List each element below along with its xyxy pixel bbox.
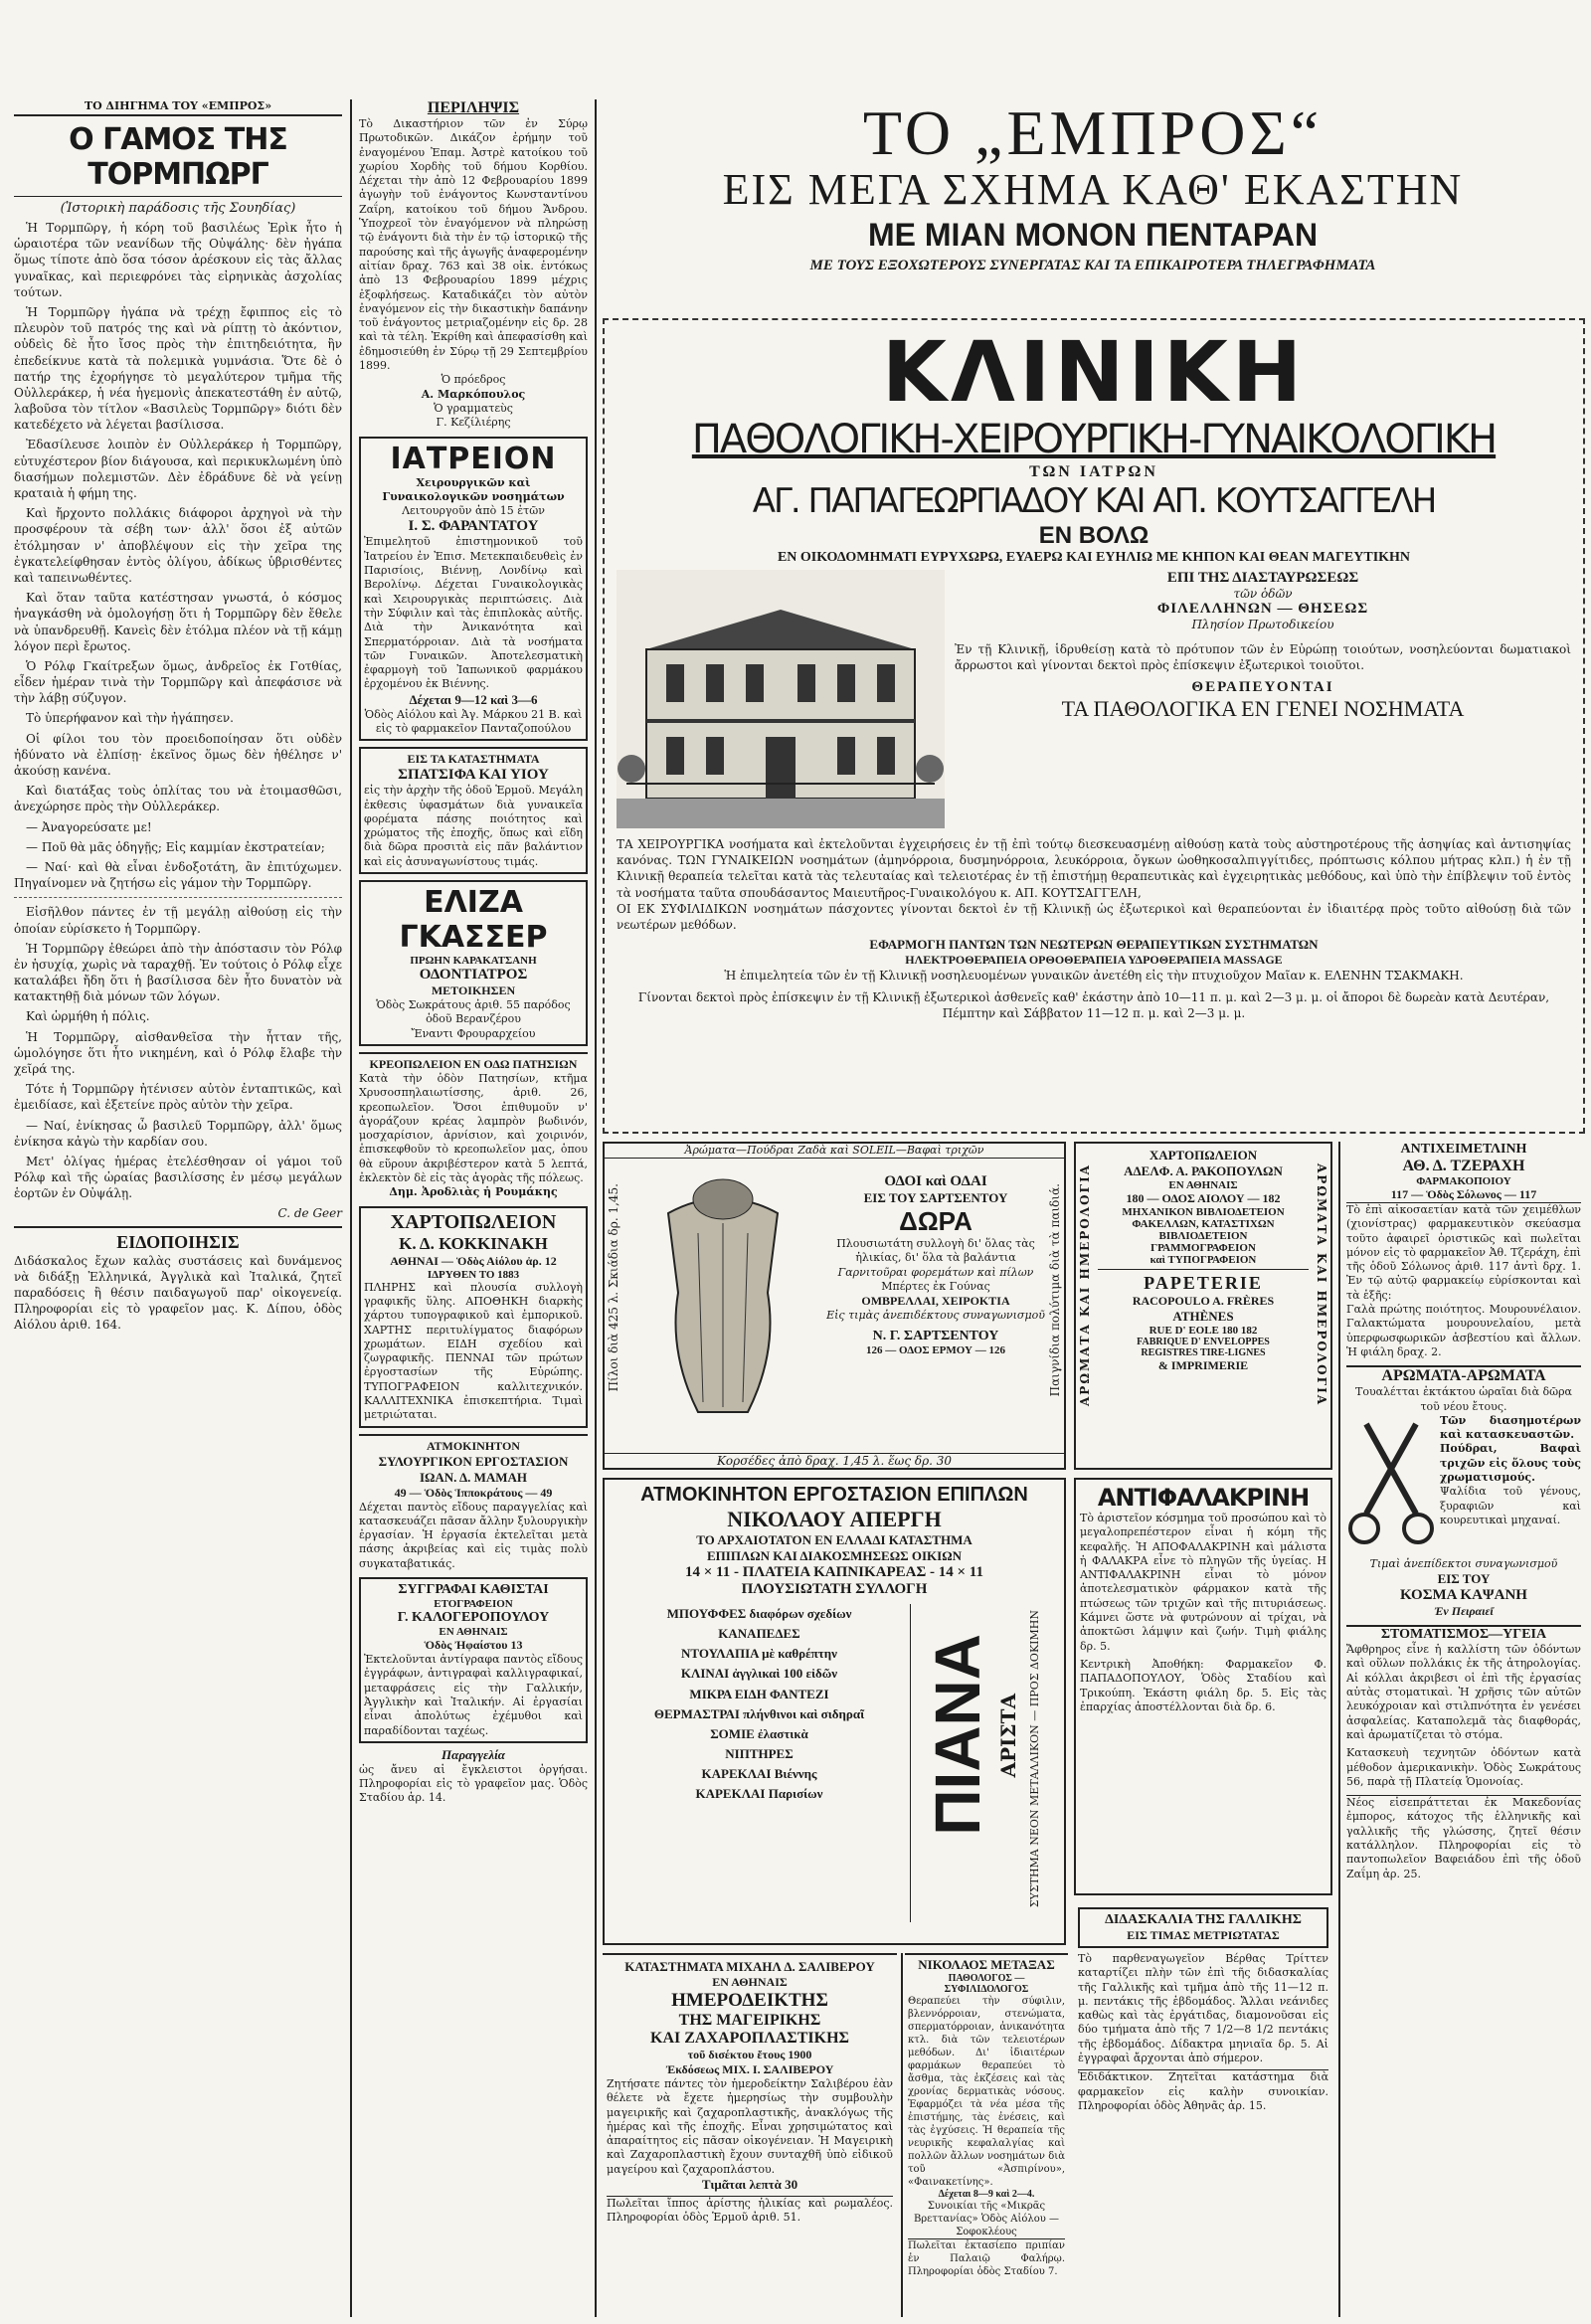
kliniki-nurse: Ἡ ἐπιμελητεία τῶν ἐν τῇ Κλινικῇ νοσηλευομένων γυναικῶν ἀνετέθη εἰς τὴν πτυχιοῦχον Μαῖαν κ. ΕΛΕΝΗΝ ΤΣΑΚΜΑΚΗ. [724, 969, 1464, 983]
kalogeropoulos-address: Ὁδὸς Ἠφαίστου 13 [424, 1638, 523, 1653]
aromata-l8: Ἐν Πειραιεῖ [1434, 1604, 1494, 1619]
kreopoleion-title: ΚΡΕΟΠΩΛΕΙΟΝ ΕΝ ΟΔΩ ΠΑΤΗΣΙΩΝ [369, 1056, 578, 1071]
kokkinaki-founded: ΙΔΡΥΘΕΝ ΤΟ 1883 [427, 1268, 520, 1281]
apergis-piano-side: ΣΥΣΤΗΜΑ ΝΕΟΝ ΜΕΤΑΛΛΙΚΟΝ — ΠΡΟΣ ΔΟΚΙΜΗΝ [1028, 1610, 1041, 1908]
story-paragraph: Καὶ ὡρμήθη ἡ πόλις. [26, 1009, 150, 1024]
rakopoulos-l5: καὶ ΤΥΠΟΓΡΑΦΕΙΟΝ [1149, 1254, 1257, 1266]
apergis-item: ΝΤΟΥΛΑΠΙΑ μὲ καθρέπτην [681, 1646, 837, 1662]
french-bottom: Ἐδιδάκτικον. Ζητεῖται κατάστημα διὰ φαρμακεῖον εἰς καλὴν συνοικίαν. Πληροφορίαι ὁδὸς Ἀθηνᾶς ἀρ. 15. [1078, 2070, 1328, 2112]
metaxas-hours: Δέχεται 8—9 καὶ 2—4. [938, 2189, 1035, 2200]
eliza-sub1: ΠΡΩΗΝ ΚΑΡΑΚΑΤΣΑΝΗ [410, 955, 537, 968]
sartsentos-address: 126 — ΟΔΟΣ ΕΡΜΟΥ — 126 [866, 1344, 1005, 1357]
sartsentos-text: Πλουσιωτάτη συλλογὴ δι' ὅλας τὰς ἡλικίας, δι' ὅλα τὰ βαλάντια [836, 1237, 1035, 1265]
tzerahi-items: Γαλὰ πρώτης ποιότητος. Μουρουνέλαιον. Γαλακτώματα μουρουνελαίου, μετὰ ὑπερφωσφωρικῶν ἀσβεστίου καὶ ἄλλων. Ἡ φιάλη δραχ. 2. [1346, 1303, 1581, 1358]
mamai-title: ΣΥΛΟΥΡΓΙΚΟΝ ΕΡΓΟΣΤΑΣΙΟΝ [378, 1453, 569, 1469]
kliniki-therap: ΘΕΡΑΠΕΥΟΝΤΑΙ [1191, 679, 1334, 696]
sartsentos-l3: ΔΩΡΑ [899, 1206, 972, 1236]
sartsentos-top: Ἀρώματα—Πούδραι Ζαδὰ καὶ SOLEIL—Βαφαὶ τριχῶν [605, 1144, 1064, 1159]
story-signature: C. de Geer [277, 1205, 342, 1220]
saliveros-l6: τοῦ δισέκτου ἔτους 1900 [687, 2048, 812, 2061]
aromata-l4: Ψαλίδια τοῦ γένους, ξυραφιῶν καὶ κουρευτικαὶ μηχαναί. [1440, 1485, 1581, 1526]
rakopoulos-title: ΧΑΡΤΟΠΩΛΕΙΟΝ [1149, 1148, 1258, 1162]
story-paragraph: Εἰσῆλθον πάντες ἐν τῇ μεγάλῃ αἰθούσῃ εἰς τὴν ὁποίαν εὑρίσκετο ἡ Τορμπῶργ. [14, 905, 342, 936]
kliniki-building: ΕΝ ΟΙΚΟΔΟΜΗΜΑΤΙ ΕΥΡΥΧΩΡΩ, ΕΥΑΕΡΩ ΚΑΙ ΕΥΗΛΙΩ ΜΕ ΚΗΠΟΝ ΚΑΙ ΘΕΑΝ ΜΑΓΕΥΤΙΚΗΝ [777, 549, 1411, 565]
apergis-item: ΝΙΠΤΗΡΕΣ [725, 1745, 794, 1761]
story-paragraph: Ὁ Ρόλφ Γκαίτρεξων ὅμως, ἀνδρεῖος ἐκ Γοτθίας, εἶδεν ἡμέραν τινὰ τὴν Τορμπῶργ καὶ ἀπεφάσισε νὰ τὴν λάβῃ σύζυγον. [14, 658, 342, 706]
rakopoulos-l8: ATHÈNES [1172, 1309, 1234, 1324]
kliniki-city: ΕΝ ΒΟΛΩ [1038, 521, 1149, 549]
eliza-address: Ὁδὸς Σωκράτους ἀριθ. 55 παρόδος ὁδοῦ Βερανζέρου [376, 998, 571, 1026]
rakopoulos-l9: RUE D' EOLE 180 182 [1149, 1325, 1258, 1337]
iatreion-ad [359, 437, 588, 742]
kliniki-syphilis: ΟΙ ΕΚ ΣΥΦΙΛΙΔΙΚΩΝ νοσημάτων πάσχοντες γίνονται δεκτοὶ ἐν τῇ Κλινικῇ ὡς ἐξωτερικοὶ καὶ θεραπεύονται ἐν ἰδιαιτέρᾳ πρὸς τοῦτο αἰθούσῃ διὰ τῶν νεωτέρων μεθόδων. [617, 901, 1571, 932]
rakopoulos-l12: & IMPRIMERIE [1157, 1358, 1249, 1372]
kalogeropoulos-name: Γ. ΚΑΛΟΓΕΡΟΠΟΥΛΟΥ [397, 1610, 550, 1626]
story-paragraph: Ἡ Τορμπῶργ, ἡ κόρη τοῦ βασιλέως Ἐρὶκ ἦτο ἡ ὡραιοτέρα τῶν νεανίδων τῆς Οὐψάλης· δὲν ἠγάπα ὅμως τίποτε ἀπὸ ὅσα τόσον ἀρέσκουν εἰς τὰς ἄλλας γυναῖκας, καὶ περιεφρόνει τὰς εἰρηνικὰς ἀσχολίας τούτων. [14, 221, 342, 299]
paroxysm-ad [359, 1747, 588, 1806]
column-2 [354, 99, 593, 2317]
apergis-item: ΚΛΙΝΑΙ ἀγγλικαὶ 100 εἰδῶν [680, 1666, 838, 1682]
story-subtitle: (Ἱστορικὴ παράδοσις τῆς Σουηδίας) [60, 201, 296, 216]
antiphalakrini-address: Κεντρικὴ Ἀποθήκη: Φαρμακεῖον Φ. ΠΑΠΑΔΟΠΟΥΛΟΥ, Ὁδὸς Σταδίου καὶ Τρικούπη. Ἐκάστη φιάλη δρ. 5. Εἰς τὰς ἐπαρχίας ἀποστέλλονται διὰ δρ. 6. [1080, 1657, 1326, 1713]
kokkinaki-ad [359, 1206, 588, 1428]
periliphis-signatures: Ὁ πρόεδρος Α. Μαρκόπουλος Ὁ γραμματεὺς Γ. Κεζίλιέρης [421, 373, 526, 430]
paroxysm-text: ὡς ἄνευ αἱ ἔγκλειστοι ὀργήσαι. Πληροφορίαι εἰς τὸ γραφεῖον μας. Ὁδὸς Σταδίου ἀρ. 14. [359, 1762, 588, 1805]
kliniki-ton-odon: τῶν ὁδῶν [1233, 586, 1293, 601]
kliniki-desc1: Ἐν τῇ Κλινικῇ, ἱδρυθείσῃ κατὰ τὸ πρότυπον τῶν ἐν Εὐρώπῃ τοιούτων, νοσηλεύονται δωματιακοὶ ἄρρωστοι καὶ γίνονται δεκτοὶ πρὸς ἐπίσκεψιν ἐξωτερικοὶ τοιοῦτοι. [955, 641, 1571, 673]
apergis-item: ΚΑΡΕΚΛΑΙ Παρισίων [695, 1786, 823, 1802]
corset-illustration [628, 1173, 817, 1432]
rakopoulos-l10: FABRIQUE D' ENVELOPPES [1137, 1337, 1270, 1347]
story-paragraph: Ἡ Τορμπῶργ ἠγάπα νὰ τρέχῃ ἔφιππος εἰς τὸ πλευρὸν τοῦ πατρός της καὶ νὰ ρίπτῃ τὸ ἀκόντιον, οὐδεὶς δὲ ἦτο ἴσος πρὸς τὴν ἐπιτηδειότητα, ἣν ἐπεδείκνυε κατὰ τὰ πολεμικὰ γυμνάσια. Ὅτε δὲ ὁ πατήρ της ἐχορήγησε τὸ μεγαλύτερον τμῆμα τῆς Οὐλλεράκερ, ἡ νέα ἡγεμονὶς ἀπεκατεστάθη ἐν αὐτῷ, λαβοῦσα τὸν τίτλον «Βασιλεὺς Τορμπῶργ» διότι δὲν κατεδέχετο νὰ λέγεται βασίλισσα. [14, 304, 342, 433]
apergis-item: ΘΕΡΜΑΣΤΡΑΙ πλήνθινοι καὶ σιδηραῖ [653, 1705, 865, 1721]
kalogeropoulos-ad [359, 1577, 588, 1743]
kokkinaki-address: ΑΘΗΝΑΙ — Ὁδὸς Αἰόλου ἀρ. 12 [390, 1253, 557, 1268]
metaxas-name: ΝΙΚΟΛΑΟΣ ΜΕΤΑΞΑΣ [918, 1957, 1055, 1972]
metaxas-ad [905, 1953, 1068, 2317]
iatreion-hours: Λειτουργοῦν ἀπὸ 15 ἐτῶν [402, 504, 545, 518]
rakopoulos-ad [1074, 1142, 1332, 1470]
saliveros-price: Τιμᾶται λεπτὰ 30 [701, 2177, 798, 2193]
french-ad [1074, 1903, 1332, 2317]
apergis-name: ΝΙΚΟΛΑΟΥ ΑΠΕΡΓΗ [727, 1507, 942, 1531]
eliza-address-2: Ἔναντι Φρουραρχείου [411, 1026, 536, 1040]
kliniki-building-illustration [617, 570, 945, 832]
kliniki-subtitle: ΠΑΘΟΛΟΓΙΚΗ-ΧΕΙΡΟΥΡΓΙΚΗ-ΓΥΝΑΙΚΟΛΟΓΙΚΗ [691, 417, 1497, 463]
apergis-item: ΜΙΚΡΑ ΕΙΔΗ ΦΑΝΤΕΖΙ [689, 1686, 829, 1701]
spatsifa-title: ΣΠΑΤΣΙΦΑ ΚΑΙ ΥΙΟΥ [398, 767, 549, 784]
kliniki-therapies: ΗΛΕΚΤΡΟΘΕΡΑΠΕΙΑ ΟΡΘΟΘΕΡΑΠΕΙΑ ΥΔΡΟΘΕΡΑΠΕΙΑ MASSAGE [905, 953, 1283, 968]
eliza-title: ΕΛΙΖΑ ΓΚΑΣΣΕΡ [399, 885, 548, 956]
column-divider [595, 99, 597, 2317]
aromata-l6: ΕΙΣ ΤΟΥ [1437, 1571, 1491, 1587]
kliniki-systems: ΕΦΑΡΜΟΓΗ ΠΑΝΤΩΝ ΤΩΝ ΝΕΩΤΕΡΩΝ ΘΕΡΑΠΕΥΤΙΚΩΝ ΣΥΣΤΗΜΑΤΩΝ [869, 937, 1319, 953]
story-paragraph: Ἡ Τορμπῶργ ἐθεώρει ἀπὸ τὴν ἀπόστασιν τὸν Ρόλφ ἐν ἡσυχίᾳ, χωρὶς νὰ ταραχθῇ. Ἐν τούτοις ὁ Ρόλφ εἶχε καταλάβει ἤδη ὅτι ἡ βασίλισσα δὲν ἦτο δυνατὸν νὰ κατακτηθῇ διὰ μόνων τῶν λόγων. [14, 941, 342, 1004]
saliveros-bottom: Πωλεῖται ἴππος ἀρίστης ἡλικίας καὶ ρωμαλέος. Πληροφορίαι ὁδὸς Ἑρμοῦ ἀριθ. 51. [607, 2197, 893, 2225]
aromata-l5: Τιμαὶ ἀνεπίδεκτοι συναγωνισμοῦ [1369, 1556, 1558, 1570]
french-sub: ΕΙΣ ΤΙΜΑΣ ΜΕΤΡΙΩΤΑΤΑΣ [1127, 1928, 1280, 1942]
kliniki-doctors: ΑΓ. ΠΑΠΑΓΕΩΡΓΙΑΔΟΥ ΚΑΙ ΑΠ. ΚΟΥΤΣΑΓΓΕΛΗ [752, 481, 1436, 522]
story-paragraph: — Ποῦ θὰ μᾶς ὁδηγῇς; Εἰς καμμίαν ἐκστρατείαν; [26, 839, 325, 854]
empros-line2: ΜΕ ΜΙΑΝ ΜΟΝΟΝ ΠΕΝΤΑΡΑΝ [867, 216, 1319, 253]
paroxysm-title: Παραγγελία [442, 1746, 505, 1762]
kliniki-ad [603, 318, 1585, 1134]
notice-text: Διδάσκαλος ἔχων καλὰς συστάσεις καὶ δυνάμενος νὰ διδάξῃ Ἑλληνικά, Ἀγγλικὰ καὶ Ἰταλικά, ζητεῖ παραδόσεις ἢ θέσιν παιδαγωγοῦ παρ' οἰκογενείᾳ. Πληροφορίαι εἰς τὸ γραφεῖον μας. Κ. Δίπου, ὁδὸς Αἰόλου ἀριθ. 164. [14, 1253, 342, 1333]
kliniki-junction: ΕΠΙ ΤΗΣ ΔΙΑΣΤΑΥΡΩΣΕΩΣ [1166, 569, 1359, 586]
rakopoulos-l7: RACOPOULO A. FRÈRES [1132, 1294, 1275, 1308]
stomatology-bottom: Νέος εἰσεπράττεται ἐκ Μακεδονίας ἐμπορος, κάτοχος τῆς ἑλληνικῆς καὶ γαλλικῆς τῆς γλώσσης, ζητεῖ θέσιν κατάλληλον. Πληροφορίαι εἰς τὸ παντοπωλεῖον Βαφειάδου ἐπὶ τῆς ὁδοῦ Ζαΐμη ἀρ. 25. [1346, 1796, 1581, 1880]
antiphalakrini-title: ΑΝΤΙΦΑΛΑΚΡΙΝΗ [1097, 1484, 1310, 1512]
kokkinaki-title: ΧΑΡΤΟΠΩΛΕΙΟΝ [390, 1210, 557, 1233]
story-paragraph: — Ἀναγορεύσατε με! [26, 819, 152, 834]
kliniki-title: ΚΛΙΝΙΚΗ [881, 323, 1307, 421]
empros-line1: ΕΙΣ ΜΕΓΑ ΣΧΗΜΑ ΚΑΘ' ΕΚΑΣΤΗΝ [722, 165, 1464, 215]
iatreion-title: ΙΑΤΡΕΙΟΝ [390, 441, 557, 476]
kliniki-hours: Γίνονται δεκτοὶ πρὸς ἐπίσκεψιν ἐν τῇ Κλινικῇ ἐξωτερικοὶ ἀσθενεῖς καθ' ἑκάστην ἀπὸ 10—11 π. μ. καὶ 2—3 μ. μ. οἱ ἄποροι δὲ δωρεὰν κατὰ Δευτέραν, Πέμπτην καὶ Σάββατον 11—12 π. μ. καὶ 2—3 μ. μ. [637, 990, 1550, 1021]
apergis-l2: ΤΟ ΑΡΧΑΙΟΤΑΤΟΝ ΕΝ ΕΛΛΑΔΙ ΚΑΤΑΣΤΗΜΑ [696, 1532, 972, 1547]
rakopoulos-l11: REGISTRES TIRE-LIGNES [1141, 1347, 1266, 1358]
rakopoulos-city: ΕΝ ΑΘΗΝΑΙΣ [1168, 1179, 1238, 1191]
rakopoulos-l4: ΓΡΑΜΜΟΓΡΑΦΕΙΟΝ [1150, 1242, 1256, 1254]
stomatology-title: ΣΤΟΜΑΤΙΣΜΟΣ—ΥΓΕΙΑ [1380, 1627, 1547, 1643]
metaxas-address: Συνοικίαι τῆς «Μικρᾶς Βρεττανίας» Ὁδὸς Αἰόλου — Σοφοκλέους [913, 2201, 1060, 2237]
periliphis-title: ΠΕΡΙΛΗΨΙΣ [427, 99, 520, 116]
aromata-l3: Πούδραι, Βαφαὶ τριχῶν εἰς ὅλους τοὺς χρωματισμούς. [1440, 1442, 1581, 1485]
sartsentos-l4: Γαρνιτοῦραι φορεμάτων καὶ πίλων [837, 1265, 1034, 1279]
kalogeropoulos-sub: ΕΤΟΓΡΑΦΕΙΟΝ [434, 1598, 513, 1611]
running-head: ΤΟ ΔΙΗΓΗΜΑ ΤΟΥ «ΕΜΠΡΟΣ» [14, 99, 342, 116]
kliniki-pathologika: ΤΑ ΠΑΘΟΛΟΓΙΚΑ ΕΝ ΓΕΝΕΙ ΝΟΣΗΜΑΤΑ [1061, 696, 1465, 722]
kliniki-streets: ΦΙΛΕΛΛΗΝΩΝ — ΘΗΣΕΩΣ [1156, 600, 1369, 617]
metaxas-spec: ΠΑΘΟΛΟΓΟΣ — ΣΥΦΙΛΙΔΟΛΟΓΟΣ [944, 1973, 1029, 1995]
column-divider [350, 99, 352, 2317]
saliveros-l1: ΚΑΤΑΣΤΗΜΑΤΑ ΜΙΧΑΗΛ Δ. ΣΑΛΙΒΕΡΟΥ [624, 1959, 875, 1974]
rakopoulos-name: ΑΔΕΛΦ. Α. ΡΑΚΟΠΟΥΛΩΝ [1124, 1163, 1283, 1178]
metaxas-text: Θεραπεύει τὴν σύφιλιν, βλεννόρροιαν, στενώματα, σπερματόρροιαν, ἀνικανότητα κτλ. διὰ τῶν τελειοτέρων μεθόδων. Δι' ἰδιαιτέρων φαρμάκων θεραπεύει τὸ ἄσθμα, τὰς ἐκζέσεις καὶ τὰς χρονίας δερματικὰς νόσους. Ἐφαρμόζει τὰ νέα μέσα τῆς ἐπιστήμης, τὰς ἐνέσεις, καὶ τὰς ἐγχύσεις. Ἡ θεραπεία τῆς νευρικῆς κεφαλαλγίας καὶ πολλῶν ἄλλων νοσημάτων διὰ τοῦ «Ἀσπιρίνου», «Φαινακετίνης». [908, 1996, 1065, 2188]
sartsentos-l5: Μπέρτες ἐκ Γούνας [881, 1279, 990, 1293]
column-divider [901, 1953, 903, 2317]
story-paragraph: Καὶ ὅταν ταῦτα κατέστησαν γνωστά, ὁ κόσμος ἠναγκάσθη νὰ ὁμολογήσῃ ὅτι ἡ Τορμπῶργ δὲν ἔθελε νὰ ὑπανδρευθῇ. Κανεὶς δὲν ἐτόλμα πλέον νὰ τῇ κάμῃ λόγον περὶ ἔρωτος. [14, 591, 342, 653]
apergis-l4: ΠΛΟΥΣΙΩΤΑΤΗ ΣΥΛΛΟΓΗ [741, 1581, 928, 1597]
french-text: Τὸ παρθεναγωγεῖον Βέρθας Τρίττεν καταρτίζει πλὴν τῶν ἐπὶ τῆς διδασκαλίας τῆς Γαλλικῆς καὶ τμῆμα ἀπὸ τῆς 11—12 π. μ. πεντάκις τῆς ἑβδομάδος. Ἄλλαι νεάνιδες καθὼς καὶ τὰς ἐργάτιδας, διαμονοῦσαι εἰς δύο τμήματα ἀπὸ τῆς 7 1/2—8 1/2 πεντάκις τῆς ἑβδομάδος. Δίδακτρα μηνιαῖα δρ. 5. Αἱ ἐγγραφαὶ ἄρχονται ἀπὸ σήμερον. [1078, 1952, 1328, 2065]
kliniki-desc2: ΤΑ ΧΕΙΡΟΥΡΓΙΚΑ νοσήματα καὶ ἐκτελοῦνται ἐγχειρήσεις ἐν τῇ ἐπὶ τούτῳ διεσκευασμένῃ αἰθούσῃ κατὰ τοὺς αὐστηροτέρους τῆς ἀσηψίας καὶ ἀντισηψίας κανόνας. ΤΩΝ ΓΥΝΑΙΚΕΙΩΝ νοσημάτων (ἀμηνόρροια, δυσμηνόρροια, λευκόρροια, ὄγκων ὠοθηκοσαλπιγγίτιδες, πρόπτωσις κόλπου μήτρας κλπ.) ἡ ἐν τῇ Κλινικῇ θεραπεία τελεῖται κατὰ τὰς τελευταίας καὶ τελειοτέρας ἐν τῇ ἐπιστήμῃ θεραπευτικὰς καὶ ἐγχειρητικὰς μεθόδους, καὶ ὑπὸ τὴν ἐπίβλεψιν τοῦ ἐντὸς τὰ νοσήματα ταῦτα σπουδάσαντος Μαιευτῆρος-Γυναικολόγου κ. ΑΠ. ΚΟΥΤΣΑΓΓΕΛΗ, [617, 836, 1571, 900]
sartsentos-bottom: Κορσέδες ἀπὸ δραχ. 1,45 λ. ἕως δρ. 30 [605, 1453, 1064, 1468]
iatreion-sub: Χειρουργικῶν καὶ Γυναικολογικῶν νοσημάτων [382, 475, 565, 503]
story-paragraph: Ἡ Τορμπῶργ, αἰσθανθεῖσα τὴν ἧτταν τῆς, ὡμολόγησε ὅτι ἦτο νικημένη, καὶ ὁ Ρόλφ ἔλαβε τὴν χεῖρά της. [14, 1029, 342, 1076]
kalogeropoulos-text: Ἐκτελοῦνται ἀντίγραφα παντὸς εἴδους ἐγγράφων, ἀντιγραφαὶ καλλιγραφικαί, μεταφράσεις εἰς τὴν Γαλλικήν, Ἀγγλικὴν καὶ Ἰταλικήν. Αἱ ἐργασίαι εἶναι ἀπολύτως ἐχέμυθοι καὶ παραδίδονται ταχέως. [364, 1653, 583, 1737]
apergis-ad [603, 1478, 1066, 1945]
saliveros-ad [603, 1953, 897, 2317]
sartsentos-l6: ΟΜΒΡΕΛΛΑΙ, ΧΕΙΡΟΚΤΙΑ [861, 1294, 1010, 1309]
apergis-piano-small: ΑΡΙΣΤΑ [996, 1694, 1020, 1778]
kreopoleion-sign: Δημ. Ἀροδλιὰς ἡ Ρουμάκης [389, 1185, 558, 1199]
tzerahi-address: 117 — Ὁδὸς Σόλωνος — 117 [1346, 1187, 1581, 1203]
kalogeropoulos-title: ΣΥΓΓΡΑΦΑΙ ΚΑΘΙΣΤΑΙ [398, 1582, 549, 1598]
story-paragraph: Ἐδασίλευσε λοιπὸν ἐν Οὐλλεράκερ ἡ Τορμπῶργ, εὐτυχέστερον βίον διάγουσα, καὶ περικυκλωμένη ὑπὸ διασήμων πολεμιστῶν. Δὲν ἐδράδυνε δὲ νὰ γείνῃ κραταιὰ ἡ φήμη της. [14, 438, 342, 500]
story-paragraph: Τότε ἡ Τορμπῶργ ἠτένισεν αὐτὸν ἐνταπτικῶς, καὶ ἐμειδίασε, καὶ ἐξετείνε πρὸς αὐτὸν τὴν χεῖρα. [14, 1082, 342, 1113]
story-body [14, 220, 342, 1202]
aromata-l7: ΚΟΣΜΑ ΚΑΨΑΝΗ [1400, 1587, 1527, 1604]
mamai-text: Δέχεται παντὸς εἴδους παραγγελίας καὶ κατασκευάζει πᾶσαν ἄλλην ξυλουργικὴν ἐργασίαν. Ἡ ἐργασία ἐκτελεῖται μετὰ πάσης ἀκριβείας καὶ εἰς τιμὰς πολὺ συγκαταβατικάς. [359, 1500, 588, 1570]
building-icon [617, 570, 945, 828]
saliveros-text: Ζητήσατε πάντες τὸν ἡμεροδείκτην Σαλιβέρου ἐὰν θέλετε νὰ ἔχετε ἡμερησίως τὴν συμβουλὴν μαγειρικῆς καὶ ζαχαροπλαστικῆς, ἀνακλόγως τῆς ἡμέρας καὶ τῆς ἐποχῆς. Εἶναι χρησιμώτατος καὶ ἀπαραίτητος εἰς πᾶσαν οἰκογένειαν. Ἡ Μαγειρικὴ καὶ Ζαχαροπλαστικὴ ἔχουν συνταχθῆ ὑπὸ εἰδικοῦ μαγείρου καὶ ζαχαροπλάστου. [607, 2077, 893, 2176]
kokkinaki-name: Κ. Δ. ΚΟΚΚΙΝΑΚΗ [399, 1233, 548, 1253]
iatreion-address: Ὁδὸς Αἰόλου καὶ Ἀγ. Μάρκου 21 Β. καὶ εἰς τὸ φαρμακεῖον Πανταζοπούλου [364, 707, 583, 735]
kliniki-body [617, 570, 1571, 832]
scissors-icon [1346, 1414, 1436, 1553]
kalogeropoulos-city: ΕΝ ΑΘΗΝΑΙΣ [439, 1626, 508, 1639]
sartsentos-ad [603, 1142, 1066, 1470]
kokkinaki-text: ΠΛΗΡΗΣ καὶ πλουσία συλλογὴ γραφικῆς ὕλης. ΑΠΟΘΗΚΗ διαρκὴς χάρτου τυπογραφικοῦ καὶ ἐμπορικοῦ. ΧΑΡΤΗΣ περιτυλίγματος διαφόρων χρωμάτων. ΕΙΔΗ σχεδίου καὶ ζωγραφικῆς. ΠΕΝΝΑΙ τῶν πρώτων ἐργοστασίων τῆς Εὐρώπης. ΤΥΠΟΓΡΑΦΕΙΟΝ καλλιτεχνικόν. ΚΑΛΛΙΤΕΧΝΙΚΑ ἐπισκεπτήρια. Τιμαὶ μετριώταται. [364, 1280, 583, 1422]
story-paragraph: Μετ' ὀλίγας ἡμέρας ἐτελέσθησαν οἱ γάμοι τοῦ Ρόλφ καὶ τῆς ὡραίας βασιλίσσης ἐν μέσῳ μεγάλων ἑορτῶν ἐν Οὐψάλῃ. [14, 1154, 342, 1201]
spatsifa-ad [359, 747, 588, 874]
mamai-head: ΑΤΜΟΚΙΝΗΤΟΝ [427, 1438, 520, 1453]
saliveros-l4: ΤΗΣ ΜΑΓΕΙΡΙΚΗΣ [678, 2012, 821, 2029]
empros-banner [601, 99, 1585, 318]
rakopoulos-l2: ΦΑΚΕΛΛΩΝ, ΚΑΤΑΣΤΙΧΩΝ [1132, 1218, 1275, 1230]
kliniki-ton-iatron: ΤΩΝ ΙΑΤΡΩΝ [1029, 463, 1158, 481]
apergis-items [609, 1604, 910, 1922]
kreopoleion-text: Κατὰ τὴν ὁδὸν Πατησίων, κτῆμα Χρυσοσπηλαιωτίσσης, ἀριθ. 26, κρεοπωλεῖον. Ὅσοι ἐπιθυμοῦν ν' ἀγοράζουν κρέας λαμπρὸν βωδινόν, μοσχαρίσιον, ἀρνίσιον, καὶ χοιρινόν, ἐπισκεφθοῦν τὸ κρεοπωλεῖον μας, ὁπου θὰ εὕρουν ἀκριβέστερον κατὰ 5 λεπτά, ἐκλεκτὸν δὲ εἰς τὰς ἀγορὰς τῆς πόλεως. [359, 1071, 588, 1185]
mamai-address: 49 — Ὁδὸς Ἱπποκράτους — 49 [394, 1485, 553, 1500]
spatsifa-head: ΕΙΣ ΤΑ ΚΑΤΑΣΤΗΜΑΤΑ [407, 752, 540, 767]
sartsentos-l7: Εἰς τιμὰς ἀνεπιδέκτους συναγωνισμοῦ [826, 1309, 1045, 1323]
column-divider [1338, 1142, 1340, 2317]
apergis-piano-big: ΠΙΑΝΑ [922, 1634, 993, 1836]
aromata-l1: Τουαλέτται ἐκτάκτου ὡραῖαι διὰ δῶρα τοῦ νέου ἔτους. [1355, 1385, 1572, 1413]
rakopoulos-side-left: ΑΡΩΜΑΤΑ ΚΑΙ ΗΜΕΡΟΛΟΓΙΑ [1078, 1163, 1092, 1407]
rakopoulos-l3: ΒΙΒΛΙΟΔΕΤΕΙΟΝ [1158, 1230, 1248, 1242]
story-paragraph: — Ναί, ἐνίκησας ὦ βασιλεῦ Τορμπῶργ, ἀλλ' ὅμως ἐνίκησα κἀγὼ τὴν καρδίαν σου. [14, 1118, 342, 1149]
apergis-l1: ΑΤΜΟΚΙΝΗΤΟΝ ΕΡΓΟΣΤΑΣΙΟΝ ΕΠΙΠΛΩΝ [640, 1484, 1028, 1506]
empros-line3: ΜΕ ΤΟΥΣ ΕΞΟΧΩΤΕΡΟΥΣ ΣΥΝΕΡΓΑΤΑΣ ΚΑΙ ΤΑ ΕΠΙΚΑΙΡΟΤΕΡΑ ΤΗΛΕΓΡΑΦΗΜΑΤΑ [809, 258, 1376, 274]
sartsentos-name: Ν. Γ. ΣΑΡΤΣΕΝΤΟΥ [872, 1329, 999, 1344]
tzerahi-l2: ΦΑΡΜΑΚΟΠΟΙΟΥ [1416, 1175, 1511, 1187]
apergis-address: 14 × 11 - ΠΛΑΤΕΙΑ ΚΑΠΝΙΚΑΡΕΑΣ - 14 × 11 [685, 1564, 983, 1580]
sartsentos-side-left: Πίλοι διὰ 425 λ. Σκιάδια δρ. 1,45. [607, 1183, 620, 1392]
story-paragraph: Καὶ διατάξας τοὺς ὁπλίτας του νὰ ἑτοιμασθῶσι, ἀνεχώρησε πρὸς τὴν Οὐλλεράκερ. [14, 784, 342, 814]
story-paragraph: Οἱ φίλοι του τὸν προειδοποίησαν ὅτι οὐδὲν ἠδύνατο νὰ ἐλπίσῃ· ἐκεῖνος ὅμως δὲν ἠθέλησε ν' ἀκούσῃ κανένα. [14, 731, 342, 778]
right-column [1342, 1142, 1585, 2317]
sartsentos-l1: ΟΔΟΙ καὶ ΟΔΑΙ [884, 1173, 987, 1189]
story-paragraph: — Ναί· καὶ θὰ εἶναι ἐνδοξοτάτη, ἂν ἐπιτύχωμεν. Πηγαίνομεν νὰ ζητήσω εἰς γάμον τὴν Τορμπῶργ. [14, 859, 342, 891]
notice-title: ΕΙΔΟΠΟΙΗΣΙΣ [116, 1231, 240, 1252]
rakopoulos-side-right: ΑΡΩΜΑΤΑ ΚΑΙ ΗΜΕΡΟΛΟΓΙΑ [1315, 1163, 1328, 1407]
periliphis-text: Τὸ Δικαστήριον τῶν ἐν Σύρῳ Πρωτοδικῶν. Δικάζον ἐρήμην τοῦ ἐναγομένου Ἐπαμ. Ἀστρὲ κατοίκου τοῦ χωρίου Χορδὴς τοῦ δήμου Κορθίου. Δέχεται τὴν ἀπὸ 12 Φεβρουαρίου 1899 ἀγωγὴν τοῦ ἐνάγοντος Κωνσταντίνου Ζαΐρη, κατοίκου τοῦ δήμου Ἄνδρου. Ὑποχρεοῖ τὸν ἐναγόμενον νὰ πληρώσῃ τῷ ἐνάγοντι διὰ τὴν ἐν τῷ ἱστορικῷ τῆς παρούσης καὶ τῆς ἀγωγῆς ἀναφερομένην αἰτίαν δραχ. 763 καὶ 38 οἰκ. ἐντόκως ἀπὸ 13 Φεβρουαρίου 1899 μέχρις ἐξοφλήσεως. Καταδικάζει τὸν αὐτὸν ἐναγόμενον εἰς τὴν δικαστικὴν δαπάνην τοῦ ἐνάγοντος μετριαζομένην εἰς δρ. 28 καὶ τὰ τέλη. Ἐκρίθη καὶ ἀπεφασίσθη καὶ ἐδημοσιεύθη ἐν Σύρῳ τῇ 29 Σεπτεμβρίου 1899. [359, 117, 588, 373]
apergis-l3: ΕΠΙΠΛΩΝ ΚΑΙ ΔΙΑΚΟΣΜΗΣΕΩΣ ΟΙΚΙΩΝ [706, 1548, 963, 1563]
tzerahi-name: ΑΘ. Δ. ΤΖΕΡΑΧΗ [1402, 1158, 1525, 1174]
tzerahi-text: Τὸ ἐπὶ αἰκοσαετίαν κατὰ τῶν χειμέθλων (χιονίστρας) φαρμακευτικὸν σκεύασμα τοῦτο ἀφαιρεῖ ὁριστικῶς καὶ πωλεῖται μόνον εἰς τὸ φαρμακεῖον Ἀθ. Τζεράχη, ἐπὶ τῆς ὁδοῦ Σόλωνος ἀριθ. 117 ἀντὶ δρχ. 1. Ἐν τῷ αὐτῷ φαρμακείῳ εὑρίσκονται καὶ τὰ ἑξῆς: [1346, 1203, 1581, 1302]
saliveros-l3: ΗΜΕΡΟΔΕΙΚΤΗΣ [671, 1990, 828, 2011]
rakopoulos-address: 180 — ΟΔΟΣ ΑΙΟΛΟΥ — 182 [1126, 1191, 1281, 1205]
spatsifa-text: εἰς τὴν ἀρχὴν τῆς ὁδοῦ Ἑρμοῦ. Μεγάλη ἐκθεσις ὑφασμάτων διὰ γυναικεῖα φορέματα πάσης ποιότητος καὶ χρώματος τῆς ἐποχῆς, ὅπως καὶ εἴδη διὰ δῶρα προσιτὰ εἰς πᾶν βαλάντιον καὶ εἰς ἀσυναγωνίστους τιμάς. [364, 784, 583, 868]
french-title: ΔΙΔΑΣΚΑΛΙΑ ΤΗΣ ΓΑΛΛΙΚΗΣ [1105, 1912, 1302, 1927]
story-paragraph: Καὶ ἤρχοντο πολλάκις διάφοροι ἀρχηγοὶ νὰ τὴν προσφέρουν τὰ σέβη των· ἀλλ' ὅσοι ἐξ αὐτῶν ἐτόλμησαν ν' ἀποβλέψουν εἰς τὴν χεῖρα της ἐγκατελείφθησαν ἐντὸς ὀλίγου, ἀδίκως ὑβρισθέντες καὶ ταπεινωθέντες. [14, 506, 342, 585]
eliza-ad [359, 880, 588, 1046]
rakopoulos-l6: PAPETERIE [1144, 1273, 1263, 1293]
mamai-name: ΙΩΑΝ. Δ. ΜΑΜΑΗ [419, 1469, 528, 1485]
stomatology-text: Ἄφθρηρος εἶνε ἡ καλλίστη τῶν ὀδόντων καὶ οὕλων πολλάκις ἐκ τῆς ἀτηρολογίας. Αἱ κόλλαι ἀκριβεσι οἱ ἐπὶ τῆς ἐργασίας αὐτὰς στοματικαὶ. Ἡ χρῆσις τῶν αὐτῶν λευκόχροιαν καὶ στιλπνότητα ἐν γενέσει ἀσφαλείας. Καταπολεμᾶ τὰς διαφθοράς, καὶ ἀρωματίζεται τὸ στόμα. [1346, 1643, 1581, 1741]
iatreion-times: Δέχεται 9—12 καὶ 3—6 [409, 691, 538, 707]
aromata-title: ΑΡΩΜΑΤΑ-ΑΡΩΜΑΤΑ [1381, 1367, 1546, 1385]
kreopoleion-ad [359, 1052, 588, 1200]
story-title: Ο ΓΑΜΟΣ ΤΗΣ ΤΟΡΜΠΩΡΓ [14, 122, 342, 197]
eliza-sub3: ΜΕΤΟΙΚΗΣΕΝ [431, 983, 516, 998]
antiphalakrini-ad [1074, 1478, 1332, 1895]
metaxas-bottom: Πωλεῖται ἐκτασίεπο πριπίαν ἐν Παλαιῷ Φαλήρῳ. Πληροφορίαι ὁδὸς Σταδίου 7. [908, 2240, 1065, 2277]
apergis-item: ΚΑΡΕΚΛΑΙ Βιέννης [701, 1766, 817, 1782]
aromata-l2: Τῶν διασημοτέρων καὶ κατασκευαστῶν. [1440, 1413, 1581, 1442]
iatreion-text: Ἐπιμελητοῦ ἐπιστημονικοῦ τοῦ Ἰατρείου ἐν Ἐπισ. Μετεκπαιδευθεὶς ἐν Παρισίοις, Βιέννῃ, Λονδίνῳ καὶ Βερολίνῳ. Δέχεται Γυναικολογικὰς καὶ Χειρουργικὰς περιπτώσεις. Διὰ τὴν Σύφιλιν καὶ τὰς ἐπιπλοκὰς αὐτῆς. Διὰ τὴν Ἀνικανότητα καὶ Σπερματόρροιαν. Διὰ τὰ νοσήματα τῶν Γυναικῶν. Ἀποτελεσματικὴ ἐφαρμογὴ τοῦ Ἰαπωνικοῦ φαρμάκου ἐρχομένου ἐκ Βιέννης. [364, 535, 583, 691]
apergis-item: ΣΟΜΙΕ ἐλαστικὰ [710, 1725, 808, 1741]
tzerahi-l1: ΑΝΤΙΧΕΙΜΕΤΛΙΝΗ [1400, 1142, 1527, 1157]
mamai-ad [359, 1434, 588, 1571]
antiphalakrini-text: Τὸ ἀριστεῖον κόσμημα τοῦ προσώπου καὶ τὸ μεγαλοπρεπέστερον εἶναι ἡ κόμη τῆς κεφαλῆς. Ἡ ΑΠΟΦΑΛΑΚΡΙΝΗ καὶ μάλιστα ἡ ΦΑΛΑΚΡΑ εἶνε τὸ πληγῶν τῆς ὑγείας. Η ΑΝΤΙΦΑΛΑΚΡΙΝΗ εἶναι τὸ μόνον ἀποτελεσματικὸν φάρμακον κατὰ τῆς πτώσεως τῶν τριχῶν καὶ τῆς πιτυριάσεως. Κάμνει ὥστε νὰ φυτρώνουν αἱ τρίχαι, νὰ ἀποκτῶσι λάμψιν καὶ ζωήν. Τιμὴ φιάλης δρ. 5. [1080, 1512, 1326, 1653]
story-paragraph: Τὸ ὑπερήφανον καὶ τὴν ἠγάπησεν. [26, 711, 234, 726]
iatreion-doctor: Ι. Σ. ΦΑΡΑΝΤΑΤΟΥ [408, 518, 539, 535]
column-1 [8, 99, 348, 2317]
empros-title: ΤΟ „ΕΜΠΡΟΣ“ [862, 99, 1324, 168]
apergis-item: ΚΑΝΑΠΕΔΕΣ [718, 1626, 800, 1642]
eliza-sub2: ΟΔΟΝΤΙΑΤΡΟΣ [419, 967, 528, 983]
apergis-item: ΜΠΟΥΦΦΕΣ διαφόρων σχεδίων [666, 1606, 852, 1621]
rakopoulos-l1: ΜΗΧΑΝΙΚΟΝ ΒΙΒΛΙΟΔΕΤΕΙΟΝ [1122, 1206, 1285, 1218]
saliveros-l5: ΚΑΙ ΖΑΧΑΡΟΠΛΑΣΤΙΚΗΣ [650, 2030, 849, 2047]
saliveros-l7: Ἐκδόσεως ΜΙΧ. Ι. ΣΑΛΙΒΕΡΟΥ [665, 2062, 834, 2076]
saliveros-l2: ΕΝ ΑΘΗΝΑΙΣ [712, 1975, 788, 1989]
sartsentos-l2: ΕΙΣ ΤΟΥ ΣΑΡΤΣΕΝΤΟΥ [863, 1190, 1008, 1205]
sartsentos-side-right: Παιγνίδια πολύτιμα διὰ τὰ παιδιά. [1048, 1183, 1062, 1397]
kliniki-near: Πλησίον Πρωτοδικείου [1191, 617, 1334, 631]
stomatology-address: Κατασκευὴ τεχνητῶν ὀδόντων κατὰ μέθοδον ἀμερικανικὴν. Ὁδὸς Σωκράτους 56, παρὰ τῇ Πλατείᾳ Ὁμονοίας. [1346, 1746, 1581, 1788]
